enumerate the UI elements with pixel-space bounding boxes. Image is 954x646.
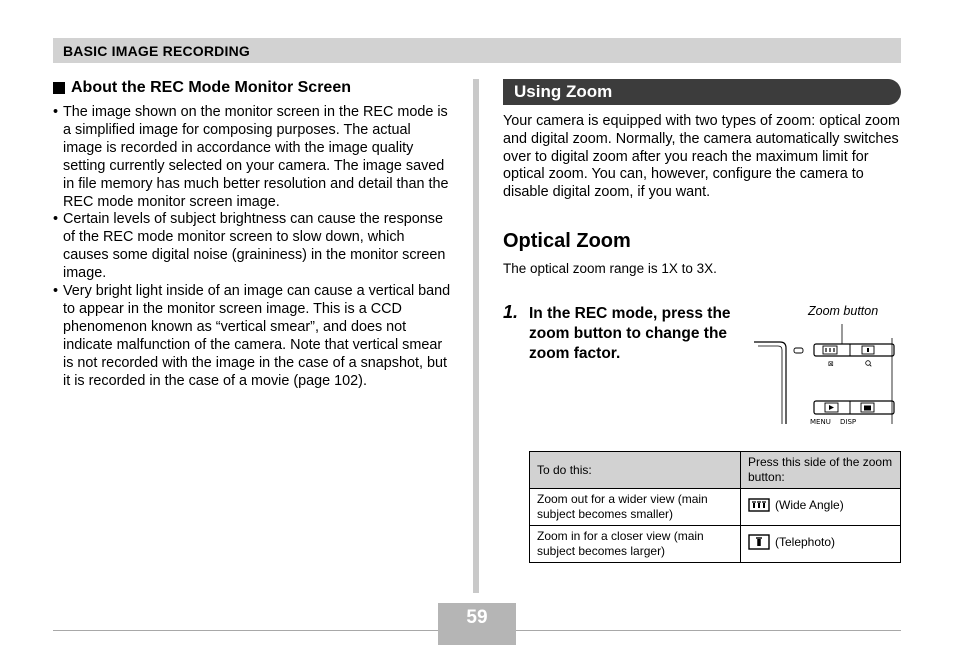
table-header-action: To do this:: [530, 452, 741, 489]
zoom-table: [529, 451, 901, 563]
section-header-bar: [53, 38, 901, 63]
table-header-row: [530, 452, 901, 489]
step-instruction: In the REC mode, press the zoom button to change the zoom factor.: [529, 305, 731, 362]
page-number-box: [438, 603, 516, 645]
bullet-text: The image shown on the monitor screen in the REC mode is a simplified image for composing purposes. The actual image is recorded in accordance with the image quality setting currently selected on your camera. The image saved in file memory has much better resolution and detail than the REC mode monitor screen image.: [63, 104, 449, 210]
right-column: [503, 79, 901, 276]
section-header-title: BASIC IMAGE RECORDING: [63, 43, 250, 59]
disp-label: DISP: [840, 418, 857, 424]
table-header-side: Press this side of the zoom button:: [741, 452, 901, 489]
telephoto-icon: [748, 534, 770, 550]
optical-zoom-range-text: The optical zoom range is 1X to 3X.: [503, 260, 717, 276]
bullet-icon: •: [53, 104, 59, 120]
list-item: [53, 283, 453, 390]
zoom-button-caption: Zoom button: [808, 304, 879, 318]
step-number: 1.: [503, 302, 519, 322]
table-row: [530, 526, 901, 563]
monitor-screen-heading-text: About the REC Mode Monitor Screen: [71, 79, 351, 96]
monitor-screen-bullets: [53, 104, 453, 391]
table-cell-side: [741, 489, 901, 526]
menu-label: MENU: [810, 418, 831, 424]
telephoto-label: (Telephoto): [775, 534, 836, 549]
bullet-icon: •: [53, 283, 59, 300]
wide-angle-label: (Wide Angle): [775, 497, 844, 512]
left-column: [53, 78, 453, 391]
camera-back-illustration: [752, 324, 902, 424]
bullet-text: Certain levels of subject brightness can cause the response of the REC mode monitor screen to slow down, which causes some digital noise (graininess) in the monitor screen image.: [63, 211, 446, 282]
page-number: 59: [466, 607, 488, 628]
table-cell-action: Zoom in for a closer view (main subject becomes larger): [530, 526, 741, 563]
table-cell-side: [741, 526, 901, 563]
monitor-screen-heading: [53, 78, 453, 98]
list-item: [53, 211, 453, 283]
svg-text:⊠: ⊠: [828, 360, 834, 368]
list-item: [53, 104, 453, 211]
optical-zoom-title: Optical Zoom: [503, 229, 631, 252]
bullet-icon: •: [53, 211, 59, 228]
column-divider: [473, 79, 479, 593]
bullet-text: Very bright light inside of an image can cause a vertical band to appear in the monitor screen image. This is a CCD phenomenon known as “vertical smear”, and does not indicate malfunction of the camera. Note that vertical smear is not recorded with the image in the case of a snapshot, but it is recorded in the case of a movie (page 102).: [63, 283, 451, 389]
table-cell-action: Zoom out for a wider view (main subject becomes smaller): [530, 489, 741, 526]
using-zoom-heading: Using Zoom: [503, 79, 901, 105]
black-square-icon: [53, 82, 65, 94]
wide-angle-icon: [748, 498, 770, 512]
table-row: [530, 489, 901, 526]
zoom-intro-text: Your camera is equipped with two types of zoom: optical zoom and digital zoom. Normally, the camera automatically switches over to digital zoom after you reach the maximum limit for optical zoom. You can, however, configure the camera to disable digital zoom, if you want.: [503, 113, 901, 201]
